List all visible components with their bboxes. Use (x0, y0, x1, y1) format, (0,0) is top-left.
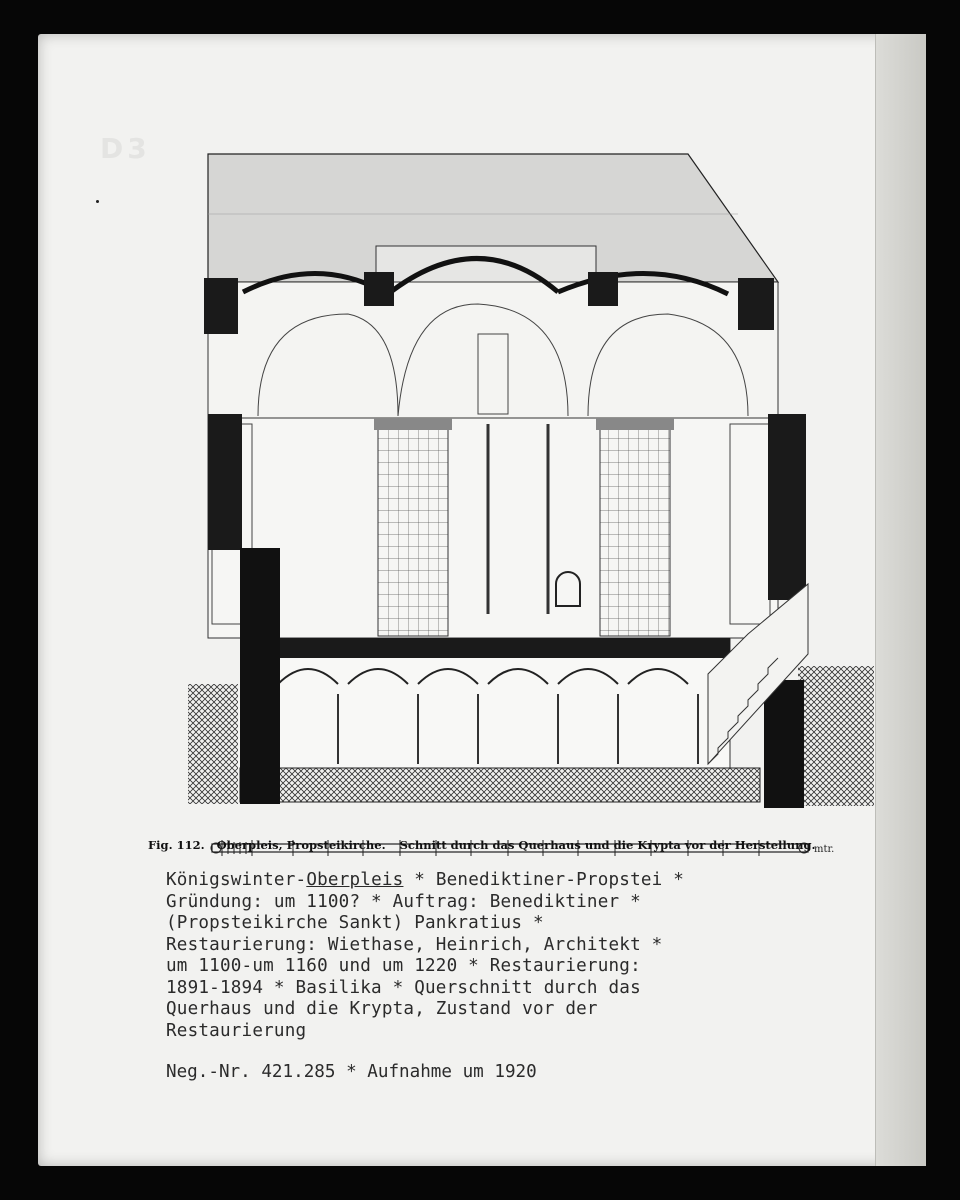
vault-zone (204, 258, 778, 418)
speck (96, 200, 99, 203)
record-line: Königswinter-Oberpleis * Benediktiner-Propstei * (166, 870, 685, 890)
record-line: Restaurierung (166, 1020, 307, 1041)
figure-description: Schnitt durch das Querhaus und die Krypta vor der Herstellung. (399, 838, 816, 852)
record-line: 1891-1894 * Basilika * Querschnitt durch das (166, 977, 641, 998)
place-link: Oberpleis (306, 870, 404, 890)
record-line: Querhaus und die Krypta, Zustand vor der (166, 999, 598, 1019)
negative-number: Neg.-Nr. 421.285 * Aufnahme um 1920 (166, 1062, 537, 1082)
archive-stamp: D3 (100, 132, 151, 165)
piers (208, 414, 806, 638)
record-line: Gründung: um 1100? * Auftrag: Benediktiner * (166, 891, 641, 912)
figure-caption (148, 838, 848, 852)
record-line: Restaurierung: Wiethase, Heinrich, Architekt * (166, 934, 663, 955)
record-line: (Propsteikirche Sankt) Pankratius * (166, 913, 544, 933)
figure-location: Oberpleis, Propsteikirche. (216, 838, 386, 852)
record-line: um 1100-um 1160 und um 1220 * Restaurierung: (166, 956, 641, 976)
scale-unit: mtr. (814, 844, 835, 855)
archive-card (38, 34, 926, 1166)
catalog-record (166, 870, 886, 1042)
figure-number: Fig. 112. (148, 838, 205, 852)
roof (208, 154, 778, 282)
